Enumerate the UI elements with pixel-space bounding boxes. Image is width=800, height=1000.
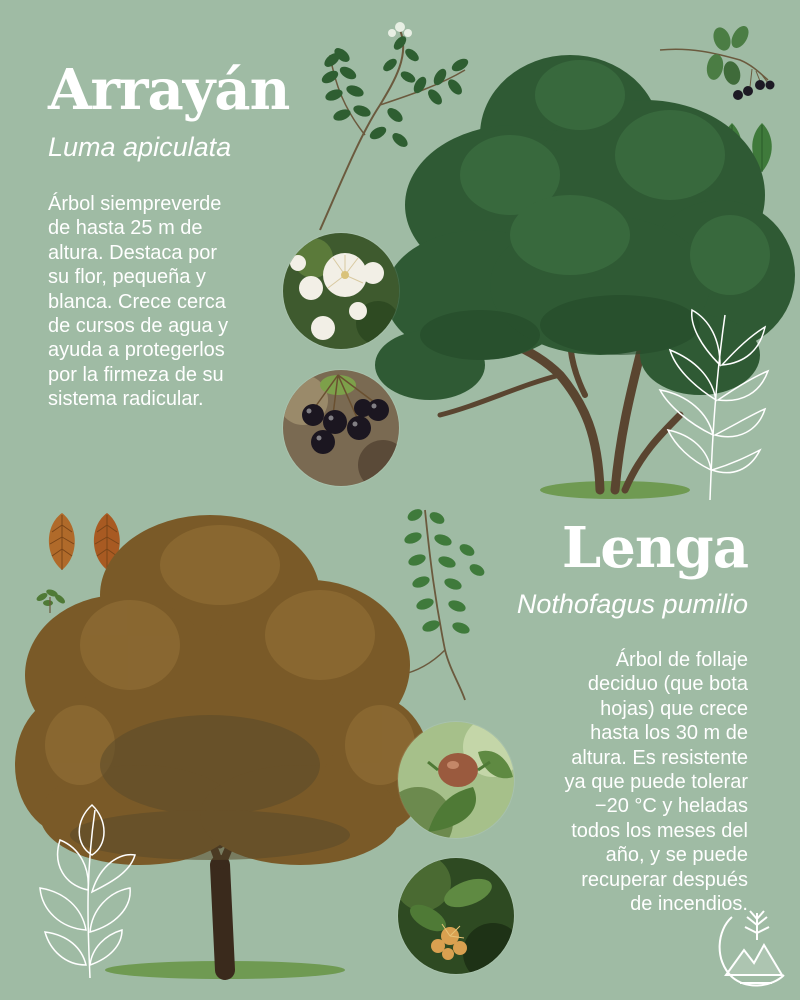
dark-berries-photo	[283, 370, 399, 486]
fruit-photo	[398, 722, 514, 838]
lenga-leaf-outline-icon	[30, 800, 140, 980]
lenga-scientific-name: Nothofagus pumilio	[516, 589, 748, 619]
lenga-title: Lenga	[561, 515, 748, 581]
arrayan-leaf-outline-icon	[650, 305, 770, 500]
arrayan-description: Árbol siempreverde de hasta 25 m de altura. Destaca por su flor, pequeña y blanca. Crece cerca de cursos de agua y ayuda a protegerlos por la firmeza de su sistema radicular.	[48, 193, 229, 411]
lenga-description: Árbol de follaje deciduo (que bota hojas) que crece hasta los 30 m de altura. Es resistente ya que puede tolerar −20 °C y heladas todos los meses del año, y se puede recuperar después de incendios.	[564, 649, 748, 915]
mountain-tree-logo-icon	[712, 905, 792, 990]
white-flower-photo	[283, 233, 399, 349]
flower-photo	[398, 858, 514, 974]
arrayan-scientific-name: Luma apiculata	[48, 132, 232, 162]
arrayan-title: Arrayán	[48, 57, 290, 123]
